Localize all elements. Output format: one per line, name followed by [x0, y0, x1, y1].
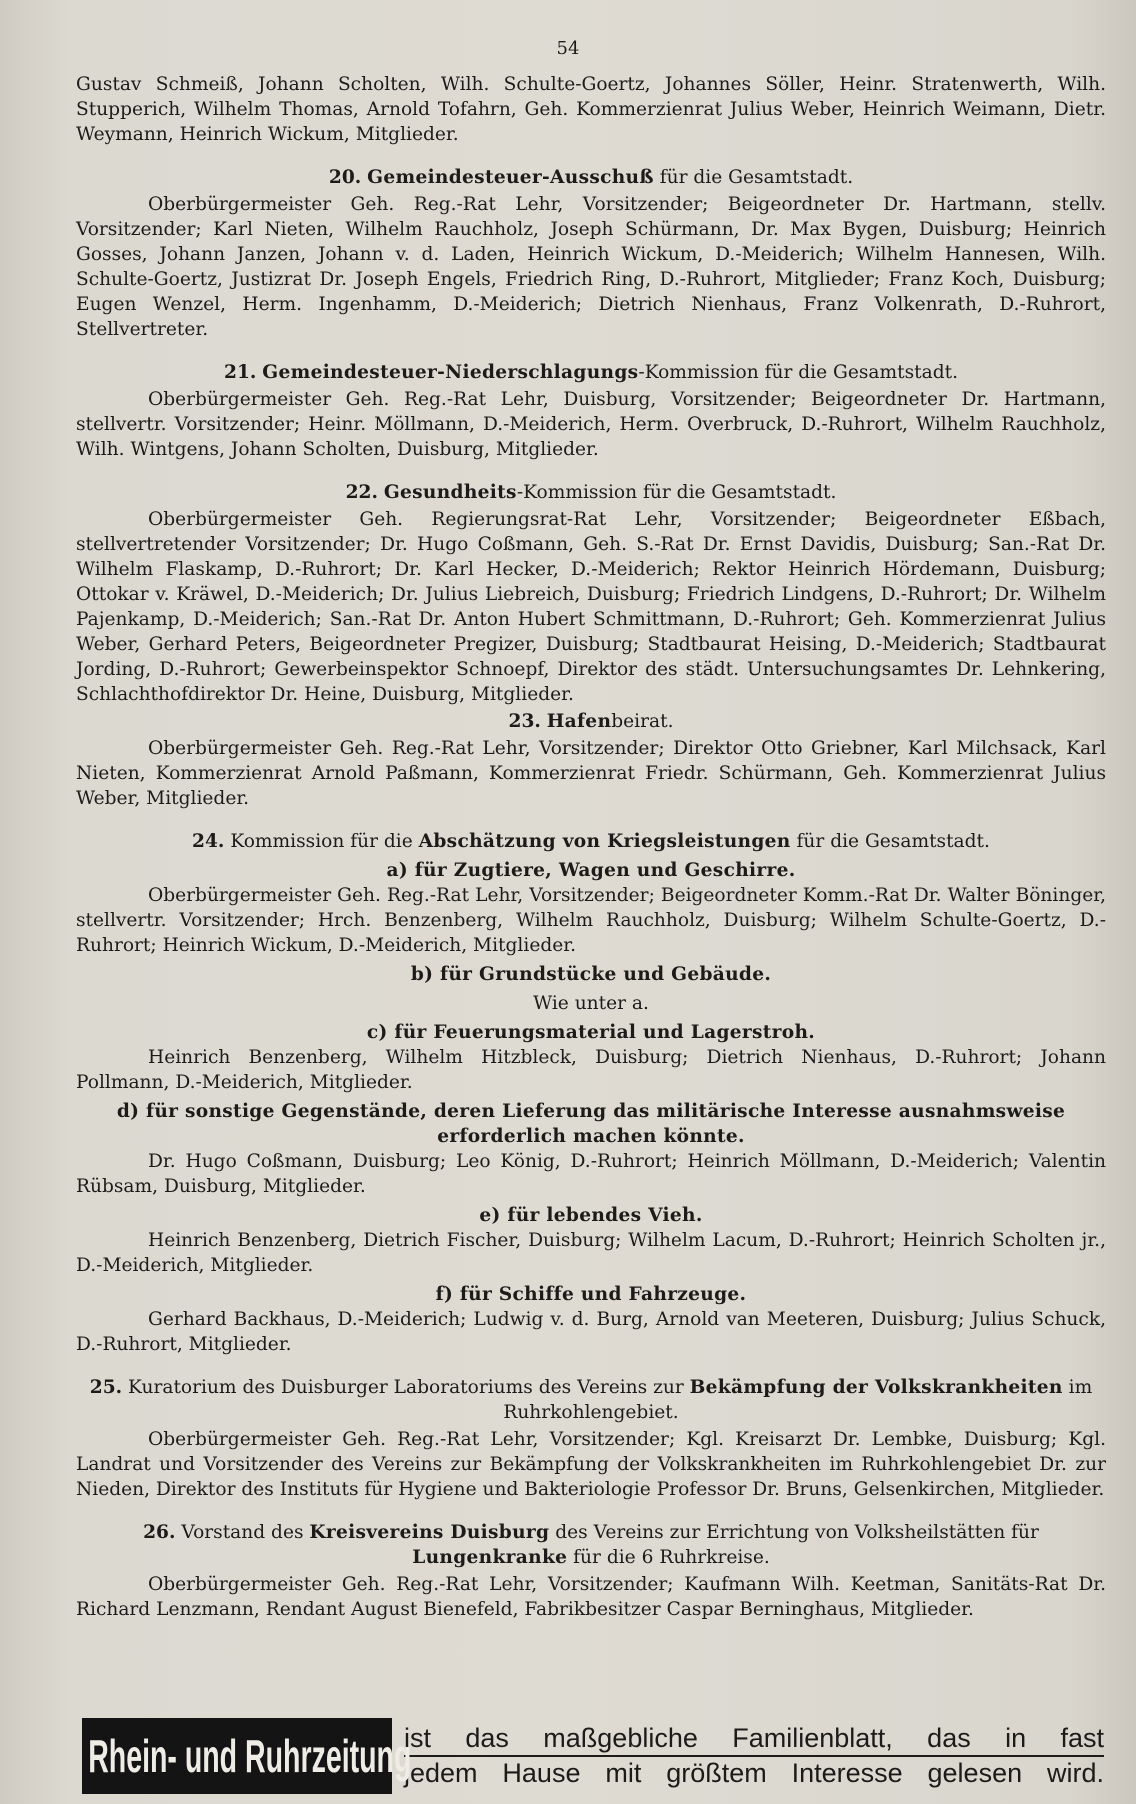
- section-20-heading: [76, 165, 1106, 190]
- subsection-e-body: Heinrich Benzenberg, Dietrich Fischer, Duisburg; Wilhelm Lacum, D.-Ruhrort; Heinrich Scholten jr., D.-Meiderich, Mitglieder.: [76, 1230, 1106, 1276]
- section-25-heading: [76, 1375, 1106, 1425]
- section-suffix: beirat.: [611, 711, 674, 732]
- section-number: 20.: [328, 167, 362, 188]
- section-suffix: für die Gesamtstadt.: [653, 167, 854, 188]
- section-25-body: Oberbürgermeister Geh. Reg.-Rat Lehr, Vorsitzender; Kgl. Kreisarzt Dr. Lembke, Duisburg; Kgl. Landrat und Vorsitzender des Vereins zur Bekämpfung der Volkskrankheiten im Ruhrkohlengebiet Dr. zur Nieden, Direktor des Instituts für Hygiene und Bakteriologie Professor Dr. Bruns, Gelsenkirchen, Mitglieder.: [76, 1429, 1106, 1500]
- section-prefix: Vorstand des: [175, 1522, 310, 1543]
- section-number: 26.: [143, 1522, 176, 1543]
- section-24-heading: [76, 829, 1106, 854]
- subsection-f-title: f) für Schiffe und Fahrzeuge.: [435, 1284, 747, 1305]
- section-title: Gemeindesteuer-Niederschlagungs: [262, 362, 639, 383]
- section-22-heading: [76, 480, 1106, 505]
- subsection-b-body: Wie unter a.: [533, 993, 649, 1014]
- section-title: Hafen: [546, 711, 612, 732]
- advertisement-text: [404, 1718, 1104, 1794]
- section-title: Gesundheits: [383, 482, 517, 503]
- subsection-d-title: d) für sonstige Gegenstände, deren Lieferung das militärische Interesse ausnahmsweise erforderlich machen könnte.: [116, 1101, 1066, 1147]
- section-suffix: im Ruhrkohlengebiet.: [503, 1377, 1093, 1423]
- section-prefix: Kuratorium des Duisburger Laboratoriums des Vereins zur: [122, 1377, 690, 1398]
- section-number: 21.: [224, 362, 257, 383]
- subsection-a-title: a) für Zugtiere, Wagen und Geschirre.: [386, 860, 796, 881]
- section-suffix: -Kommission für die Gesamtstadt.: [638, 362, 958, 383]
- section-suffix: für die Gesamtstadt.: [790, 831, 990, 852]
- section-number: 23.: [508, 711, 541, 732]
- subsection-b-title: b) für Grundstücke und Gebäude.: [410, 964, 772, 985]
- section-number: 22.: [345, 482, 378, 503]
- section-mid: des Vereins zur Errichtung von Volksheilstätten für: [549, 1522, 1039, 1543]
- subsection-c-title: c) für Feuerungsmaterial und Lagerstroh.: [366, 1022, 816, 1043]
- section-21-heading: [76, 360, 1106, 385]
- section-26-body: Oberbürgermeister Geh. Reg.-Rat Lehr, Vorsitzender; Kaufmann Wilh. Keetman, Sanitäts-Rat Dr. Richard Lenzmann, Rendant August Bienefeld, Fabrikbesitzer Caspar Berninghaus, Mitglieder.: [76, 1574, 1106, 1620]
- section-number: 25.: [89, 1377, 123, 1398]
- section-suffix: für die 6 Ruhrkreise.: [567, 1547, 770, 1568]
- newspaper-logo: Rhein- und Ruhrzeitung: [82, 1718, 392, 1794]
- section-title-2: Lungenkranke: [412, 1547, 568, 1568]
- subsection-d-body: Dr. Hugo Coßmann, Duisburg; Leo König, D.-Ruhrort; Heinrich Möllmann, D.-Meiderich; Valentin Rübsam, Duisburg, Mitglieder.: [76, 1151, 1106, 1197]
- page-number: 54: [556, 38, 580, 59]
- intro-paragraph: Gustav Schmeiß, Johann Scholten, Wilh. Schulte-Goertz, Johannes Söller, Heinr. Stratenwerth, Wilh. Stupperich, Wilhelm Thomas, Arnold Tofahrn, Geh. Kommerzienrat Julius Weber, Heinrich Weimann, Dietr. Weymann, Heinrich Wickum, Mitglieder.: [76, 74, 1106, 145]
- section-20-body: Oberbürgermeister Geh. Reg.-Rat Lehr, Vorsitzender; Beigeordneter Dr. Hartmann, stellv. Vorsitzender; Karl Nieten, Wilhelm Rauchholz, Joseph Schürmann, Dr. Max Bygen, Duisburg; Heinrich Gosses, Johann Janzen, Johann v. d. Laden, Heinrich Wickum, D.-Meiderich; Wilhelm Hannesen, Wilh. Schulte-Goertz, Justizrat Dr. Joseph Engels, Friedrich Ring, D.-Ruhrort, Mitglieder; Franz Koch, Duisburg; Eugen Wenzel, Herm. Ingenhamm, D.-Meiderich; Dietrich Nienhaus, Franz Volkenrath, D.-Ruhrort, Stellvertreter.: [76, 194, 1106, 340]
- subsection-f-body: Gerhard Backhaus, D.-Meiderich; Ludwig v. d. Burg, Arnold van Meeteren, Duisburg; Julius Schuck, D.-Ruhrort, Mitglieder.: [76, 1309, 1106, 1355]
- section-prefix: Kommission für die: [224, 831, 419, 852]
- document-body: [76, 72, 1106, 1622]
- section-title: Abschätzung von Kriegsleistungen: [418, 831, 791, 852]
- section-title: Bekämpfung der Volkskrankheiten: [689, 1377, 1063, 1398]
- ad-line-1: ist das maßgebliche Familienblatt, das in fast: [404, 1723, 1104, 1753]
- subsection-e-title: e) für lebendes Vieh.: [479, 1205, 703, 1226]
- advertisement: [82, 1718, 1104, 1794]
- subsection-c-body: Heinrich Benzenberg, Wilhelm Hitzbleck, Duisburg; Dietrich Nienhaus, D.-Ruhrort; Johann Pollmann, D.-Meiderich, Mitglieder.: [76, 1047, 1106, 1093]
- section-26-heading: [76, 1520, 1106, 1570]
- section-22-body: Oberbürgermeister Geh. Regierungsrat-Rat Lehr, Vorsitzender; Beigeordneter Eßbach, stellvertretender Vorsitzender; Dr. Hugo Coßmann, Geh. S.-Rat Dr. Ernst Davidis, Duisburg; San.-Rat Dr. Wilhelm Flaskamp, D.-Ruhrort; Dr. Karl Hecker, D.-Meiderich; Rektor Heinrich Hördemann, Duisburg; Ottokar v. Kräwel, D.-Meiderich; Dr. Julius Liebreich, Duisburg; Friedrich Lindgens, D.-Ruhrort; Dr. Wilhelm Pajenkamp, D.-Meiderich; San.-Rat Dr. Anton Hubert Schmittmann, D.-Ruhrort; Geh. Kommerzienrat Julius Weber, Gerhard Peters, Beigeordneter Pregizer, Duisburg; Stadtbaurat Heising, D.-Meiderich; Stadtbaurat Jording, D.-Ruhrort; Gewerbeinspektor Schnoepf, Direktor des städt. Untersuchungsamtes Dr. Lehnkering, Schlachthofdirektor Dr. Heine, Duisburg, Mitglieder.: [76, 509, 1106, 705]
- section-23-body: Oberbürgermeister Geh. Reg.-Rat Lehr, Vorsitzender; Direktor Otto Griebner, Karl Milchsack, Karl Nieten, Kommerzienrat Arnold Paßmann, Kommerzienrat Friedr. Schürmann, Geh. Kommerzienrat Julius Weber, Mitglieder.: [76, 738, 1106, 809]
- section-21-body: Oberbürgermeister Geh. Reg.-Rat Lehr, Duisburg, Vorsitzender; Beigeordneter Dr. Hartmann, stellvertr. Vorsitzender; Heinr. Möllmann, D.-Meiderich, Herm. Overbruck, D.-Ruhrort, Wilhelm Rauchholz, Wilh. Wintgens, Johann Scholten, Duisburg, Mitglieder.: [76, 389, 1106, 460]
- section-title: Gemeindesteuer-Ausschuß: [367, 167, 654, 188]
- section-title: Kreisvereins Duisburg: [309, 1522, 550, 1543]
- ad-line-2: jedem Hause mit größtem Interesse gelesen wird.: [404, 1755, 1104, 1790]
- subsection-a-body: Oberbürgermeister Geh. Reg.-Rat Lehr, Vorsitzender; Beigeordneter Komm.-Rat Dr. Walter Böninger, stellvertr. Vorsitzender; Hrch. Benzenberg, Wilhelm Rauchholz, Duisburg; Wilhelm Schulte-Goertz, D.-Ruhrort; Heinrich Wickum, D.-Meiderich, Mitglieder.: [76, 885, 1106, 956]
- section-suffix: -Kommission für die Gesamtstadt.: [516, 482, 837, 503]
- section-number: 24.: [192, 831, 225, 852]
- section-23-heading: [76, 709, 1106, 734]
